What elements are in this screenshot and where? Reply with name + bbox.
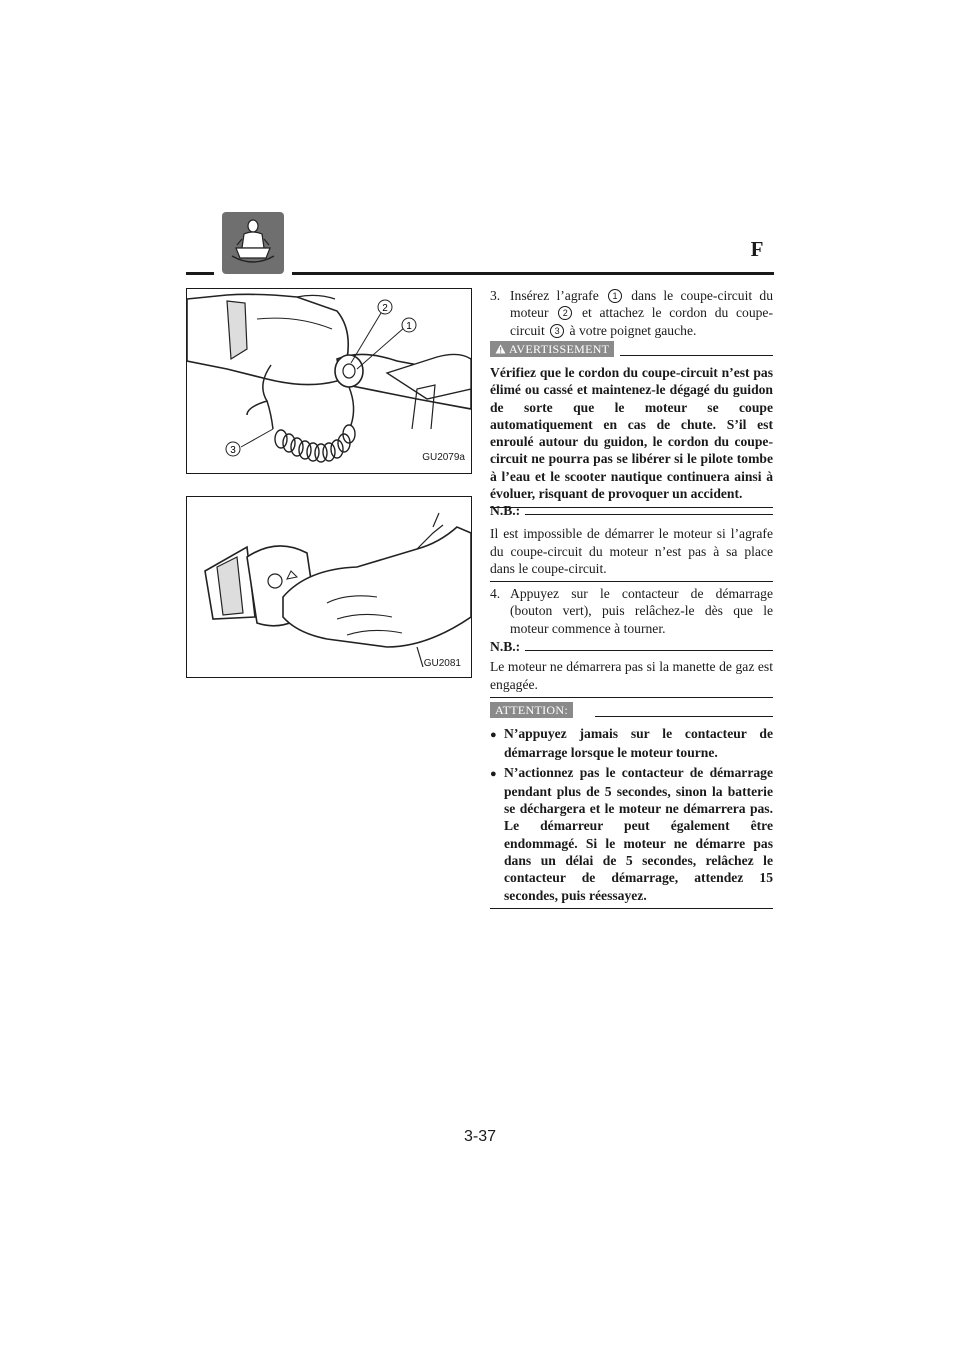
note-end-rule <box>490 697 773 698</box>
callout-ref-3: 3 <box>550 324 564 338</box>
callout-3: 3 <box>230 445 236 456</box>
note-2 <box>490 638 773 698</box>
jet-ski-rider-icon <box>222 212 284 274</box>
start-button-illustration <box>187 497 471 677</box>
step-3-text: 3. Insérez l’agrafe 1 dans le coupe-circuit du moteur 2 et attachez le cordon du coupe-circuit 3 à votre poignet gauche. <box>490 288 773 338</box>
attention-end-rule <box>490 908 773 909</box>
page-number: 3-37 <box>463 1128 497 1145</box>
figure-code: GU2081 <box>423 658 461 669</box>
attention-box <box>490 701 773 909</box>
figure-lanyard-wrist <box>186 288 472 474</box>
figure-code: GU2079a <box>422 452 465 463</box>
callout-ref-1: 1 <box>608 289 622 303</box>
attention-header <box>490 701 773 719</box>
language-marker: F <box>750 237 764 261</box>
header-rule-right <box>292 272 774 275</box>
header-rule-left <box>186 272 214 275</box>
callout-ref-2: 2 <box>558 306 572 320</box>
attention-bullet: ● N’appuyez jamais sur le contacteur de démarrage lorsque le moteur tourne. <box>490 726 773 761</box>
note-label: N.B.: <box>490 503 521 518</box>
bullet-icon: ● <box>490 729 497 741</box>
figure-start-button <box>186 496 472 678</box>
attention-bullet: ● N’actionnez pas le contacteur de démarrage pendant plus de 5 secondes, sinon la batterie se déchargera et le moteur ne démarrera pas. Le démarreur peut également être endommagé. Si le moteur ne démarre pas dans un délai de 5 secondes, relâchez le contacteur de démarrage, attendez 15 secondes, puis réessayez. <box>490 764 773 903</box>
step-4-text: 4. Appuyez sur le contacteur de démarrage (bouton vert), puis relâchez-le dès que le moteur commence à tourner. <box>490 586 773 636</box>
note-text: Il est impossible de démarrer le moteur si l’agrafe du coupe-circuit du moteur n’est pas à sa place dans le coupe-circuit. <box>490 526 773 576</box>
warning-box <box>490 340 773 508</box>
step-4 <box>490 585 773 637</box>
warning-triangle-icon <box>495 344 506 354</box>
warning-header <box>490 340 773 358</box>
warning-text: Vérifiez que le cordon du coupe-circuit n’est pas élimé ou cassé et maintenez-le dégagé du guidon de sorte que le moteur se coupe automatiquement en cas de chute. S’il est enroulé autour du guidon, le cordon du coupe-circuit ne pourra pas se libérer si le pilote tombe à l’eau et le scooter nautique continuera ainsi à évoluer, risquant de provoquer un accident. <box>490 365 773 502</box>
callout-2: 2 <box>382 303 388 314</box>
section-tab <box>222 212 284 274</box>
note-1 <box>490 502 773 582</box>
warning-tag: AVERTISSEMENT <box>490 341 614 357</box>
note-label: N.B.: <box>490 639 521 654</box>
attention-tag: ATTENTION: <box>490 702 573 718</box>
note-text: Le moteur ne démarrera pas si la manette de gaz est engagée. <box>490 659 773 692</box>
bullet-icon: ● <box>490 767 497 780</box>
callout-1: 1 <box>406 321 412 332</box>
step-3 <box>490 287 773 339</box>
lanyard-illustration <box>187 289 471 473</box>
note-end-rule <box>490 581 773 582</box>
